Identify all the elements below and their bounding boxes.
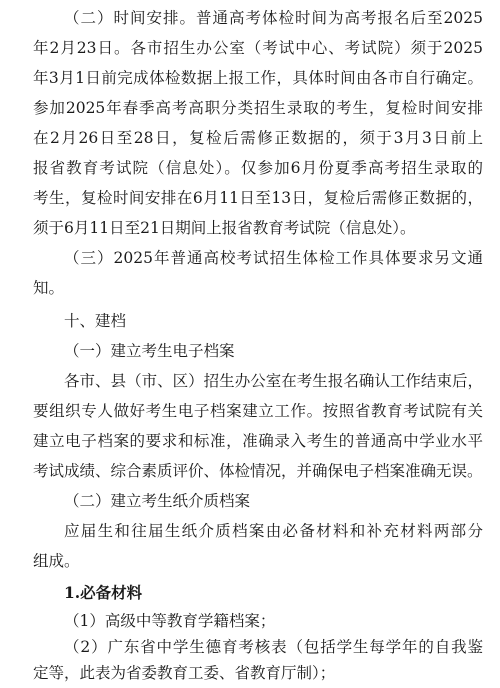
list-item-continuation: 定等，此表为省委教育工委、省教育厅制）； [33, 664, 336, 682]
paragraph-line: 组成。 [33, 552, 80, 570]
paragraph-line: 参加2025年春季高考高职分类招生录取的考生，复检时间安排 [33, 99, 483, 117]
paragraph-line: 考试成绩、综合素质评价、体检情况，并确保电子档案准确无误。 [33, 462, 483, 480]
subsection-heading: （二）建立考生纸介质档案 [64, 492, 251, 510]
paragraph-line: 考生，复检时间安排在6月11日至13日，复检后需修正数据的， [33, 189, 483, 207]
paragraph-line: （三）2025年普通高校考试招生体检工作具体要求另文通 [64, 249, 483, 267]
paragraph-line: 在2月26日至28日，复检后需修正数据的，须于3月3日前上 [33, 129, 483, 147]
list-item: （2）广东省中学生德育考核表（包括学生每学年的自我鉴 [64, 638, 483, 656]
paragraph-line: 建立电子档案的要求和标准，准确录入考生的普通高中学业水平 [33, 432, 483, 450]
paragraph-line: 要组织专人做好考生电子档案建立工作。按照省教育考试院有关 [33, 402, 483, 420]
list-item: （1）高级中等教育学籍档案； [64, 612, 276, 630]
paragraph-line: 知。 [33, 279, 65, 297]
subsection-heading: （一）建立考生电子档案 [64, 342, 235, 360]
paragraph-line: 应届生和往届生纸介质档案由必备材料和补充材料两部分 [64, 522, 483, 540]
paragraph-line: 各市、县（市、区）招生办公室在考生报名确认工作结束后， [64, 372, 483, 390]
paragraph-line: 报省教育考试院（信息处）。仅参加6月份夏季高考招生录取的 [33, 159, 483, 177]
paragraph-line: 年3月1日前完成体检数据上报工作，具体时间由各市自行确定。 [33, 69, 483, 87]
item-heading: 1.必备材料 [64, 583, 143, 602]
paragraph-line: 须于6月11日至21日期间上报省教育考试院（信息处）。 [33, 219, 416, 237]
paragraph-line: 年2月23日。各市招生办公室（考试中心、考试院）须于2025 [33, 39, 483, 57]
paragraph-line: （二）时间安排。普通高考体检时间为高考报名后至2025 [64, 9, 483, 27]
section-heading: 十、建档 [64, 312, 127, 330]
